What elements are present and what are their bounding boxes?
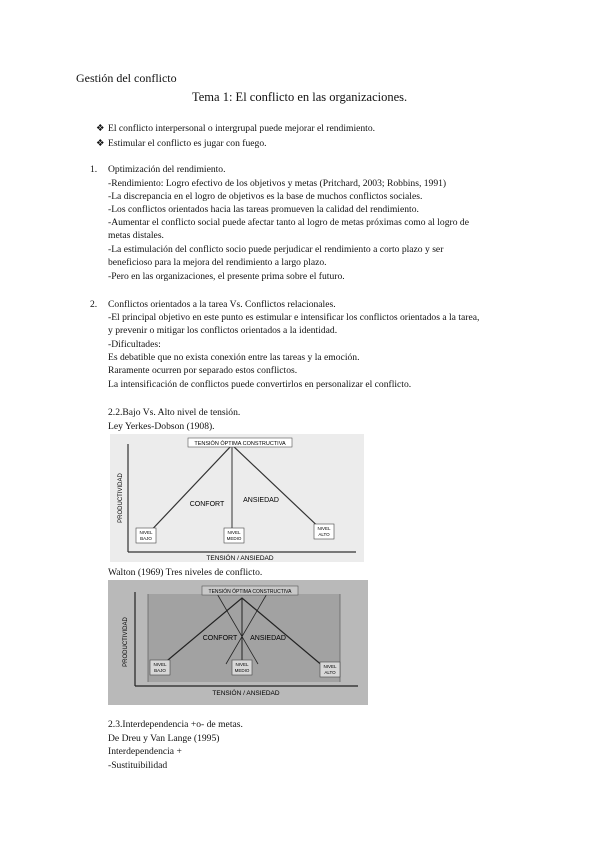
x-axis-label: TENSIÓN / ANSIEDAD bbox=[212, 690, 280, 697]
low-level-label: BAJO bbox=[140, 536, 152, 541]
bullet-icon: ❖ bbox=[96, 123, 105, 134]
walton-reference: Walton (1969) Tres niveles de conflicto. bbox=[108, 567, 263, 578]
section-2-line: -Dificultades: bbox=[108, 339, 161, 350]
section-1-line: -La estimulación del conflicto socio puede perjudicar el rendimiento a corto plazo y ser bbox=[108, 244, 444, 255]
optimal-tension-label: TENSIÓN ÓPTIMA CONSTRUCTIVA bbox=[194, 441, 286, 447]
section-1-line: beneficioso para la mejora del rendimiento a largo plazo. bbox=[108, 257, 327, 268]
section-1-line: -La discrepancia en el logro de objetivos es la base de muchos conflictos sociales. bbox=[108, 191, 423, 202]
section-1-line: -Pero en las organizaciones, el presente prima sobre el futuro. bbox=[108, 271, 345, 282]
mid-level-label: MEDIO bbox=[234, 668, 250, 673]
low-level-label: NIVEL bbox=[139, 530, 153, 535]
high-level-label: NIVEL bbox=[323, 664, 337, 669]
comfort-label: CONFORT bbox=[202, 635, 238, 642]
mid-level-label: NIVEL bbox=[227, 530, 241, 535]
x-axis-label: TENSIÓN / ANSIEDAD bbox=[206, 555, 274, 562]
section-1-heading: Optimización del rendimiento. bbox=[108, 164, 226, 175]
subsection-2-3-line: -Sustituibilidad bbox=[108, 760, 168, 771]
section-1-line: -Rendimiento: Logro efectivo de los objetivos y metas (Pritchard, 2003; Robbins, 1991) bbox=[108, 178, 447, 189]
high-level-label: NIVEL bbox=[317, 526, 331, 531]
mid-level-label: MEDIO bbox=[226, 536, 242, 541]
section-1-line: metas distales. bbox=[108, 230, 164, 241]
low-level-label: NIVEL bbox=[153, 662, 167, 667]
subsection-2-3-heading: 2.3.Interdependencia +o- de metas. bbox=[108, 719, 243, 730]
bullet-text: El conflicto interpersonal o intergrupal puede mejorar el rendimiento. bbox=[108, 123, 376, 134]
yerkes-dodson-figure bbox=[110, 434, 364, 562]
walton-figure bbox=[108, 580, 368, 705]
section-2-line: y prevenir o mitigar los conflictos orientados a la identidad. bbox=[108, 325, 338, 336]
bullet-text: Estimular el conflicto es jugar con fuego. bbox=[108, 138, 267, 149]
subsection-2-3-line: De Dreu y Van Lange (1995) bbox=[108, 733, 220, 744]
high-level-label: ALTO bbox=[324, 670, 336, 675]
anxiety-label: ANSIEDAD bbox=[243, 497, 279, 504]
section-2-heading: Conflictos orientados a la tarea Vs. Conflictos relacionales. bbox=[108, 299, 336, 310]
section-2-line: Raramente ocurren por separado estos conflictos. bbox=[108, 365, 298, 376]
anxiety-label: ANSIEDAD bbox=[250, 635, 286, 642]
section-2-number: 2. bbox=[90, 299, 98, 310]
section-2-line: -El principal objetivo en este punto es estimular e intensificar los conflictos orientados a la tarea, bbox=[108, 312, 480, 323]
topic-title: Tema 1: El conflicto en las organizaciones. bbox=[192, 90, 408, 104]
optimal-tension-label: TENSIÓN ÓPTIMA CONSTRUCTIVA bbox=[208, 589, 292, 595]
comfort-label: CONFORT bbox=[189, 501, 225, 508]
subsection-2-2-reference: Ley Yerkes-Dobson (1908). bbox=[108, 421, 215, 432]
subsection-2-2-heading: 2.2.Bajo Vs. Alto nivel de tensión. bbox=[108, 407, 241, 418]
section-1-number: 1. bbox=[90, 164, 98, 175]
low-level-label: BAJO bbox=[154, 668, 166, 673]
subsection-2-3-line: Interdependencia + bbox=[108, 746, 182, 757]
y-axis-label: PRODUCTIVIDAD bbox=[118, 473, 124, 523]
section-2-line: Es debatible que no exista conexión entre las tareas y la emoción. bbox=[108, 352, 360, 363]
mid-level-label: NIVEL bbox=[235, 662, 249, 667]
document-title: Gestión del conflicto bbox=[76, 71, 177, 85]
high-level-label: ALTO bbox=[318, 532, 330, 537]
section-1-line: -Los conflictos orientados hacia las tareas promueven la calidad del rendimiento. bbox=[108, 204, 419, 215]
section-2-line: La intensificación de conflictos puede convertirlos en personalizar el conflicto. bbox=[108, 379, 412, 390]
y-axis-label: PRODUCTIVIDAD bbox=[123, 617, 129, 667]
bullet-icon: ❖ bbox=[96, 138, 105, 149]
section-1-line: -Aumentar el conflicto social puede afectar tanto al logro de metas próximas como al logro de bbox=[108, 217, 469, 228]
